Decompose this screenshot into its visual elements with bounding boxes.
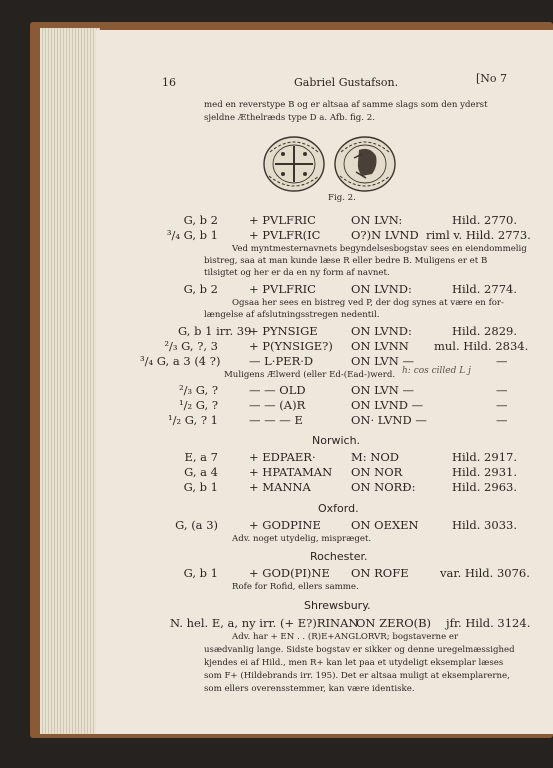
coin-mint: ON LVN — (351, 383, 414, 397)
page-number: 16 (162, 76, 176, 89)
coin-mint: ON LVND — (351, 398, 424, 412)
section-title-norwich: Norwich. (312, 434, 361, 447)
coin-obverse: + HPATAMAN (249, 465, 333, 479)
coin-type: N. hel. E, a, ny irr. (+ E?)RINAN (170, 616, 359, 630)
coin-type: ³/₄ G, b 1 (166, 228, 218, 242)
note-line: usædvanlig lange. Sidste bogstav er sikker og denne uregelmæssighed (204, 645, 515, 655)
coin-reference: riml v. Hild. 2773. (426, 228, 531, 242)
reverse-coin-icon (332, 134, 398, 194)
coin-reference: Hild. 2829. (452, 324, 517, 338)
coin-type: G, b 1 (183, 566, 218, 580)
intro-line-1: med en reverstype B og er altsaa af samme slags som den yderst (204, 100, 488, 110)
coin-type: G, b 2 (183, 213, 218, 227)
coin-type: G, a 4 (184, 465, 218, 479)
coin-type: E, a 7 (184, 450, 218, 464)
note-line: kjendes ei af Hild., men R+ kan let paa et utydeligt eksemplar læses (204, 658, 504, 668)
coin-reference: var. Hild. 3076. (440, 566, 530, 580)
note-line: længelse af afslutningsstregen nedentil. (204, 310, 380, 320)
coin-reference: — (496, 383, 508, 397)
section-title-shrewsbury: Shrewsbury. (304, 599, 371, 612)
coin-reference: — (496, 413, 508, 427)
coin-obverse: — — (A)R (249, 398, 306, 412)
obverse-coin-icon (261, 134, 327, 194)
book-page (96, 30, 553, 734)
note-line: Rofe for Rofid, ellers samme. (232, 582, 359, 592)
coin-obverse: + MANNA (249, 480, 311, 494)
coin-mint: ON NORÐ: (351, 480, 416, 494)
coin-reference: Hild. 2931. (452, 465, 517, 479)
coin-type: ¹/₂ G, ? 1 (168, 413, 218, 427)
coin-type: ²/₃ G, ?, 3 (164, 339, 218, 353)
note-line: som F+ (Hildebrands irr. 195). Det er altsaa muligt at eksemplarerne, (204, 671, 510, 681)
coin-reference: Hild. 2770. (452, 213, 517, 227)
coin-type: ³/₄ G, a 3 (4 ?) (140, 354, 221, 368)
coin-mint: ON LVN — (351, 354, 414, 368)
coin-mint: ON LVND: (351, 324, 412, 338)
section-title-rochester: Rochester. (310, 550, 368, 563)
coin-mint: ON LVND: (351, 282, 412, 296)
coin-obverse: — — OLD (249, 383, 306, 397)
coin-reference: mul. Hild. 2834. (434, 339, 529, 353)
coin-obverse: + EDPAER· (249, 450, 316, 464)
coin-type: G, b 2 (183, 282, 218, 296)
handwritten-annotation: h: cos cilled L j (402, 366, 471, 376)
coin-reference: Hild. 2917. (452, 450, 517, 464)
coin-reference: — (496, 398, 508, 412)
coin-obverse: + PVLFR(IC (249, 228, 321, 242)
coin-obverse: — — — E (249, 413, 303, 427)
coin-reference: Hild. 3033. (452, 518, 517, 532)
note-line: Ogsaa her sees en bistreg ved P, der dog synes at være en for- (232, 298, 504, 308)
coin-obverse: — L·PER·D (249, 354, 314, 368)
coin-type: G, (a 3) (175, 518, 218, 532)
note-line: Ved myntmesternavnets begyndelsesbogstav sees en eiendommelig (232, 244, 527, 254)
coin-type: G, b 1 (183, 480, 218, 494)
note-line: Adv. har + EN . . (R)E+ANGLORVR; bogstaverne er (232, 632, 459, 642)
coin-obverse: + GODPINE (249, 518, 321, 532)
coin-obverse: + PVLFRIC (249, 282, 316, 296)
coin-obverse: + PYNSIGE (249, 324, 318, 338)
running-title: Gabriel Gustafson. (294, 76, 399, 89)
figure-caption: Fig. 2. (328, 193, 356, 203)
coin-mint: ON NOR (351, 465, 403, 479)
coin-obverse: + P(YNSIGE?) (249, 339, 333, 353)
note-line: tilsigtet og her er da en ny form af navnet. (204, 268, 390, 278)
coin-reference: — (496, 354, 508, 368)
section-label: [No 7 (476, 72, 508, 85)
coin-mint: O?)N LVND (351, 228, 419, 242)
coin-type: ²/₃ G, ? (178, 383, 218, 397)
intro-line-2: sjeldne Æthelræds type D a. Afb. fig. 2. (204, 113, 375, 123)
note-line: Muligens Ælwerd (eller Ed-(Ead-)werd. (224, 370, 396, 380)
coin-obverse: + PVLFRIC (249, 213, 316, 227)
coin-mint: ON LVN: (351, 213, 403, 227)
coin-mint: ON· LVND — (351, 413, 427, 427)
note-line: Adv. noget utydelig, mispræget. (232, 534, 372, 544)
coin-mint: ON LVNN (351, 339, 409, 353)
coin-obverse: + GOD(PI)NE (249, 566, 330, 580)
coin-reference: Hild. 2774. (452, 282, 517, 296)
note-line: som ellers overensstemmer, kan være identiske. (204, 684, 415, 694)
coin-type: G, b 1 irr. 39 (178, 324, 252, 338)
coin-mint: ON ZERO(B) (356, 616, 432, 630)
coin-type: ¹/₂ G, ? (178, 398, 218, 412)
coin-mint: ON OEXEN (351, 518, 419, 532)
coin-reference: jfr. Hild. 3124. (446, 616, 531, 630)
page-edges (40, 28, 100, 734)
coin-reference: Hild. 2963. (452, 480, 517, 494)
coin-mint: ON ROFE (351, 566, 409, 580)
coin-mint: M: NOD (351, 450, 400, 464)
section-title-oxford: Oxford. (318, 502, 359, 515)
note-line: bistreg, saa at man kunde læse R eller bedre B. Muligens er et B (204, 256, 488, 266)
